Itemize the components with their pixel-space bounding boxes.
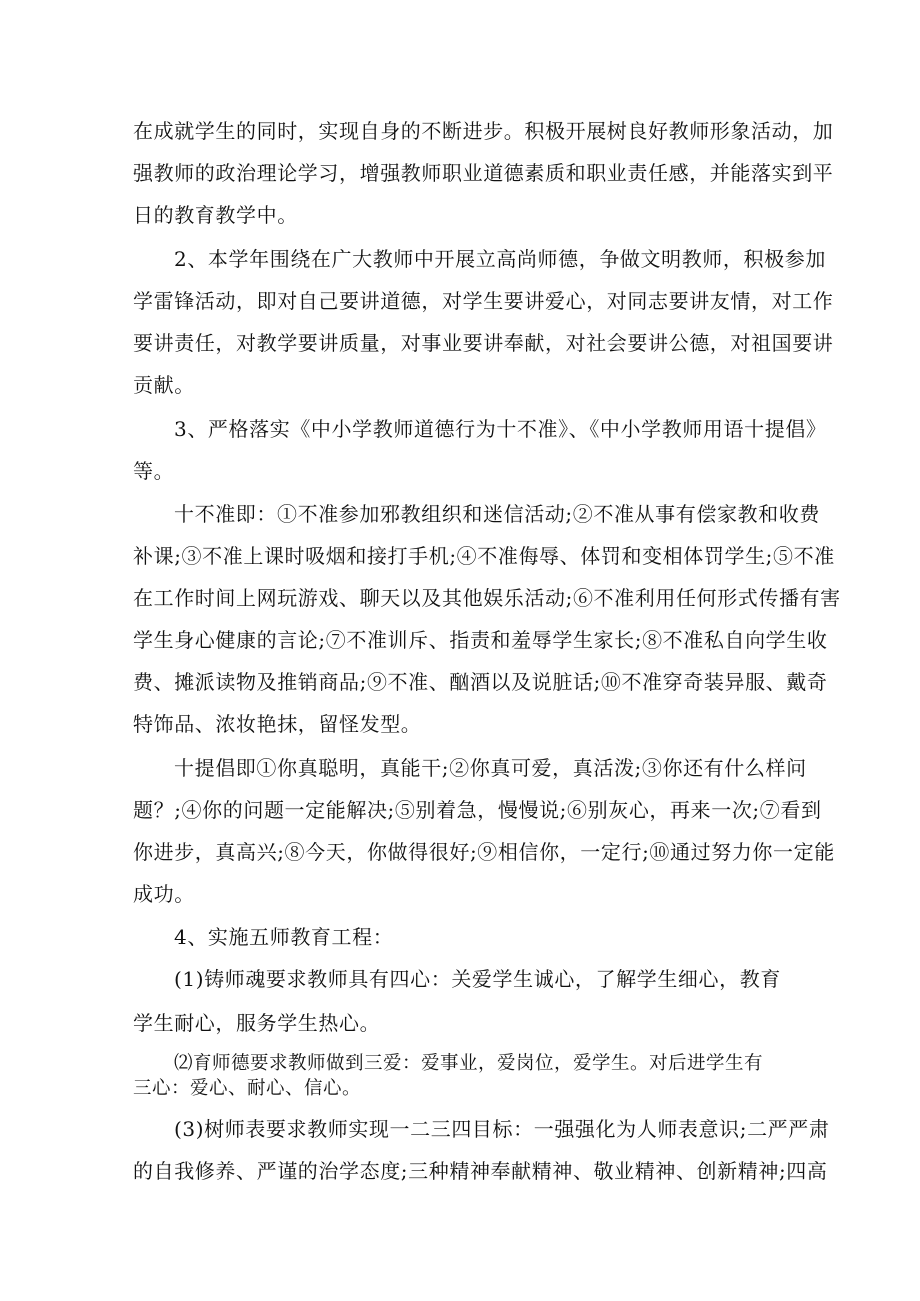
text-line: 在工作时间上网玩游戏、聊天以及其他娱乐活动;⑥不准利用任何形式传播有害 [133,586,841,610]
text-line: 你进步，真高兴;⑧今天，你做得很好;⑨相信你，一定行;⑩通过努力你一定能 [133,840,835,864]
text-line: 学生身心健康的言论;⑦不准训斥、指责和羞辱学生家长;⑧不准私自向学生收 [133,628,828,652]
text-line: 题？;④你的问题一定能解决;⑤别着急，慢慢说;⑥别灰心，再来一次;⑦看到 [133,798,822,822]
text-line: 十不准即：①不准参加邪教组织和迷信活动;②不准从事有偿家教和收费 [174,502,820,526]
text-line: 成功。 [133,882,195,906]
text-line: 三心：爱心、耐心、信心。 [133,1078,362,1099]
text-line: 日的教育教学中。 [133,203,298,227]
text-line: 补课;③不准上课时吸烟和接打手机;④不准侮辱、体罚和变相体罚学生;⑤不准 [133,544,835,568]
text-line: 4、实施五师教育工程： [174,925,394,949]
text-line: (3)树师表要求教师实现一二三四目标：一强强化为人师表意识;二严严肃 [174,1117,830,1141]
text-line: 学雷锋活动，即对自己要讲道德，对学生要讲爱心，对同志要讲友情，对工作 [133,289,834,313]
text-line: 费、摊派读物及推销商品;⑨不准、酗酒以及说脏话;⑩不准穿奇装异服、戴奇 [133,670,828,694]
text-line: 强教师的政治理论学习，增强教师职业道德素质和职业责任感，并能落实到平 [133,161,834,185]
text-line: 特饰品、浓妆艳抹，留怪发型。 [133,712,422,736]
text-line: 贡献。 [133,373,195,397]
text-line: 学生耐心，服务学生热心。 [133,1011,381,1035]
text-line: 的自我修养、严谨的治学态度;三种精神奉献精神、敬业精神、创新精神;四高 [133,1159,828,1183]
text-line: 2、本学年围绕在广大教师中开展立高尚师德，争做文明教师，积极参加 [174,247,826,271]
text-line: 在成就学生的同时，实现自身的不断进步。积极开展树良好教师形象活动，加 [133,119,834,143]
text-line: (1)铸师魂要求教师具有四心：关爱学生诚心，了解学生细心，教育 [174,967,781,991]
text-line: ⑵育师德要求教师做到三爱：爱事业，爱岗位，爱学生。对后进学生有 [174,1053,764,1074]
text-line: 3、严格落实《中小学教师道德行为十不准》、《中小学教师用语十提倡》 [174,417,827,441]
text-line: 要讲责任，对教学要讲质量，对事业要讲奉献，对社会要讲公德，对祖国要讲 [133,331,834,355]
text-line: 等。 [133,459,175,483]
text-line: 十提倡即①你真聪明，真能干;②你真可爱，真活泼;③你还有什么样问 [174,756,807,780]
